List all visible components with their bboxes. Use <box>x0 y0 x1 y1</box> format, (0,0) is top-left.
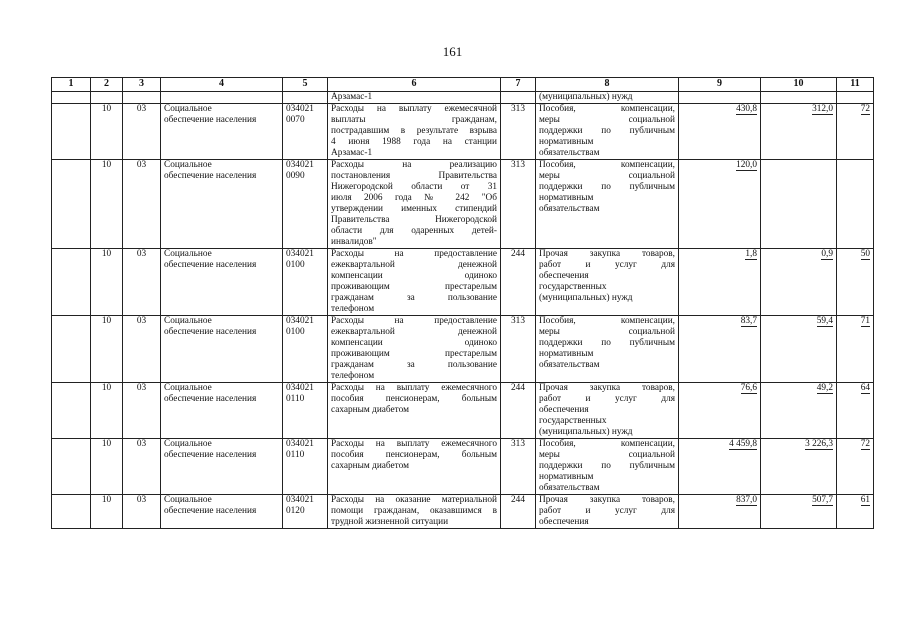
text-line: сахарным диабетом <box>331 405 409 415</box>
col-header-10: 10 <box>761 78 837 92</box>
text-line: обеспечение населения <box>164 394 257 404</box>
cell-section: 10 <box>91 104 123 160</box>
continuation-expense-type: (муниципальных) нужд <box>536 92 679 104</box>
text-line: компенсации одиноко <box>331 338 497 348</box>
cell-subsection: 03 <box>123 383 161 439</box>
text-line: обеспечение населения <box>164 506 257 516</box>
cell-blank <box>52 104 91 160</box>
cell-plan <box>679 104 761 160</box>
text-line: поддержки по публичным <box>539 126 675 136</box>
cell-blank <box>52 316 91 383</box>
cell-expense-type <box>536 249 679 316</box>
text-line: Расходы на выплату ежемесячного <box>331 439 497 449</box>
col-header-9: 9 <box>679 78 761 92</box>
header-row <box>52 78 874 92</box>
text-line: Социальное <box>164 495 212 505</box>
text-line: ежеквартальной денежной <box>331 260 497 270</box>
value-text: 837,0 <box>736 495 757 505</box>
cell-percent <box>837 104 874 160</box>
text-line: обеспечения <box>539 271 589 281</box>
continuation-row <box>52 92 874 104</box>
table-row <box>52 495 874 529</box>
col-header-4: 4 <box>161 78 283 92</box>
cell-target-code <box>283 495 328 529</box>
cell-percent <box>837 160 874 249</box>
text-line: нормативным <box>539 193 594 203</box>
text-line: телефоном <box>331 304 375 314</box>
value-text: 72 <box>860 104 870 114</box>
cell-percent <box>837 495 874 529</box>
cell-expense-code: 313 <box>501 160 536 249</box>
cell-target-code <box>283 316 328 383</box>
cell-expense-type <box>536 383 679 439</box>
text-line: Расходы на выплату ежемесячной <box>331 104 497 114</box>
text-line: Прочая закупка товаров, <box>539 383 675 393</box>
cell-percent <box>837 249 874 316</box>
cell-subsection: 03 <box>123 439 161 495</box>
value-text: 430,8 <box>736 104 757 114</box>
cell-blank <box>52 249 91 316</box>
cell-blank <box>52 439 91 495</box>
text-line: 034021 <box>286 316 314 326</box>
text-line: Социальное <box>164 316 212 326</box>
text-line: государственных <box>539 282 607 292</box>
text-line: поддержки по публичным <box>539 338 675 348</box>
text-line: Социальное <box>164 439 212 449</box>
col-header-8: 8 <box>536 78 679 92</box>
cell-target-code <box>283 104 328 160</box>
cell-section: 10 <box>91 439 123 495</box>
text-line: Пособия, компенсации, <box>539 104 675 114</box>
cell-description <box>328 104 501 160</box>
text-line: обеспечение населения <box>164 450 257 460</box>
text-line: меры социальной <box>539 115 675 125</box>
text-line: меры социальной <box>539 327 675 337</box>
text-line: области для одаренных детей- <box>331 226 497 236</box>
text-line: Расходы на предоставление <box>331 316 497 326</box>
cell-plan <box>679 160 761 249</box>
text-line: Прочая закупка товаров, <box>539 495 675 505</box>
cell-description <box>328 249 501 316</box>
text-line: 0120 <box>286 506 305 516</box>
budget-table <box>51 77 874 529</box>
text-line: 0110 <box>286 394 305 404</box>
text-line: телефоном <box>331 371 375 381</box>
text-line: Социальное <box>164 160 212 170</box>
text-line: 034021 <box>286 383 314 393</box>
col-header-2: 2 <box>91 78 123 92</box>
cell-description <box>328 383 501 439</box>
text-line: нормативным <box>539 137 594 147</box>
text-line: пособия пенсионерам, больным <box>331 394 497 404</box>
text-line: Расходы на оказание материальной <box>331 495 497 505</box>
col-header-11: 11 <box>837 78 874 92</box>
text-line: поддержки по публичным <box>539 182 675 192</box>
text-line: трудной жизненной ситуации <box>331 517 449 527</box>
text-line: поддержки по публичным <box>539 461 675 471</box>
cell-subsection: 03 <box>123 160 161 249</box>
table-row <box>52 104 874 160</box>
cell-subsection: 03 <box>123 495 161 529</box>
text-line: 0070 <box>286 115 305 125</box>
value-text: 50 <box>860 249 870 259</box>
value-text: 3 226,3 <box>805 439 833 449</box>
col-header-7: 7 <box>501 78 536 92</box>
text-line: обеспечение населения <box>164 171 257 181</box>
value-text: 76,6 <box>740 383 757 393</box>
text-line: утверждении именных стипендий <box>331 204 497 214</box>
text-line: Социальное <box>164 383 212 393</box>
table-row <box>52 439 874 495</box>
text-line: нормативным <box>539 349 594 359</box>
table-row <box>52 383 874 439</box>
text-line: Арзамас-1 <box>331 148 373 158</box>
text-line: 034021 <box>286 495 314 505</box>
value-text: 312,0 <box>812 104 833 114</box>
cell-plan <box>679 439 761 495</box>
text-line: 034021 <box>286 104 314 114</box>
cell-expense-type <box>536 439 679 495</box>
text-line: 0110 <box>286 450 305 460</box>
text-line: Пособия, компенсации, <box>539 439 675 449</box>
cell-target-code <box>283 160 328 249</box>
text-line: меры социальной <box>539 450 675 460</box>
cell-actual <box>761 495 837 529</box>
cell-plan <box>679 495 761 529</box>
cell-description <box>328 316 501 383</box>
value-text: 4 459,8 <box>729 439 757 449</box>
text-line: обеспечение населения <box>164 327 257 337</box>
text-line: меры социальной <box>539 171 675 181</box>
text-line: обязательствам <box>539 483 600 493</box>
text-line: сахарным диабетом <box>331 461 409 471</box>
table-row <box>52 316 874 383</box>
text-line: 0100 <box>286 260 305 270</box>
text-line: 0090 <box>286 171 305 181</box>
cell-section: 10 <box>91 495 123 529</box>
text-line: Правительства Нижегородской <box>331 215 497 225</box>
cell-description <box>328 160 501 249</box>
cell-section-name <box>161 439 283 495</box>
cell-section: 10 <box>91 160 123 249</box>
text-line: Нижегородской области от 31 <box>331 182 497 192</box>
text-line: постановления Правительства <box>331 171 497 181</box>
value-text: 71 <box>860 316 870 326</box>
cell-expense-code: 313 <box>501 104 536 160</box>
cell-actual <box>761 439 837 495</box>
cell-actual <box>761 316 837 383</box>
cell-section-name <box>161 249 283 316</box>
cell-plan <box>679 316 761 383</box>
text-line: инвалидов" <box>331 237 377 247</box>
text-line: Пособия, компенсации, <box>539 316 675 326</box>
cell-section: 10 <box>91 316 123 383</box>
col-header-1: 1 <box>52 78 91 92</box>
table-row <box>52 160 874 249</box>
cell-actual <box>761 104 837 160</box>
text-line: выплаты гражданам, <box>331 115 497 125</box>
text-line: Социальное <box>164 249 212 259</box>
cell-section: 10 <box>91 249 123 316</box>
text-line: (муниципальных) нужд <box>539 293 633 303</box>
value-text: 72 <box>860 439 870 449</box>
text-line: обеспечение населения <box>164 260 257 270</box>
text-line: обязательствам <box>539 204 600 214</box>
text-line: Прочая закупка товаров, <box>539 249 675 259</box>
text-line: работ и услуг для <box>539 506 675 516</box>
cell-percent <box>837 316 874 383</box>
table-row <box>52 249 874 316</box>
cell-section-name <box>161 316 283 383</box>
text-line: 034021 <box>286 439 314 449</box>
col-header-6: 6 <box>328 78 501 92</box>
text-line: работ и услуг для <box>539 394 675 404</box>
text-line: Расходы на реализацию <box>331 160 497 170</box>
text-line: 034021 <box>286 249 314 259</box>
cell-section-name <box>161 160 283 249</box>
value-text: 83,7 <box>740 316 757 326</box>
cell-actual <box>761 249 837 316</box>
cell-plan <box>679 249 761 316</box>
text-line: гражданам за пользование <box>331 293 497 303</box>
cell-blank <box>52 160 91 249</box>
text-line: ежеквартальной денежной <box>331 327 497 337</box>
text-line: Расходы на предоставление <box>331 249 497 259</box>
text-line: проживающим престарелым <box>331 282 497 292</box>
continuation-description: Арзамас-1 <box>328 92 501 104</box>
value-text: 0,9 <box>821 249 833 259</box>
text-line: пострадавшим в результате взрыва <box>331 126 497 136</box>
col-header-5: 5 <box>283 78 328 92</box>
text-line: обеспечение населения <box>164 115 257 125</box>
cell-section-name <box>161 104 283 160</box>
text-line: Расходы на выплату ежемесячного <box>331 383 497 393</box>
cell-section-name <box>161 495 283 529</box>
cell-expense-code: 244 <box>501 383 536 439</box>
text-line: пособия пенсионерам, больным <box>331 450 497 460</box>
cell-subsection: 03 <box>123 249 161 316</box>
cell-actual <box>761 160 837 249</box>
cell-blank <box>52 495 91 529</box>
value-text: 59,4 <box>816 316 833 326</box>
value-text: 120,0 <box>736 160 757 170</box>
cell-expense-code: 244 <box>501 495 536 529</box>
col-header-3: 3 <box>123 78 161 92</box>
text-line: 4 июня 1988 года на станции <box>331 137 497 147</box>
text-line: работ и услуг для <box>539 260 675 270</box>
text-line: (муниципальных) нужд <box>539 427 633 437</box>
text-line: июля 2006 года № 242 "Об <box>331 193 497 203</box>
cell-target-code <box>283 439 328 495</box>
text-line: Пособия, компенсации, <box>539 160 675 170</box>
value-text: 1,8 <box>745 249 757 259</box>
text-line: 034021 <box>286 160 314 170</box>
value-text: 64 <box>860 383 870 393</box>
cell-description <box>328 495 501 529</box>
cell-expense-type <box>536 316 679 383</box>
cell-expense-type <box>536 160 679 249</box>
cell-expense-code: 313 <box>501 439 536 495</box>
cell-subsection: 03 <box>123 316 161 383</box>
cell-actual <box>761 383 837 439</box>
text-line: компенсации одиноко <box>331 271 497 281</box>
cell-percent <box>837 439 874 495</box>
text-line: обеспечения <box>539 517 589 527</box>
value-text: 49,2 <box>816 383 833 393</box>
text-line: обязательствам <box>539 360 600 370</box>
text-line: 0100 <box>286 327 305 337</box>
text-line: проживающим престарелым <box>331 349 497 359</box>
cell-plan <box>679 383 761 439</box>
page-number: 161 <box>442 44 463 59</box>
text-line: помощи гражданам, оказавшимся в <box>331 506 497 516</box>
cell-expense-code: 313 <box>501 316 536 383</box>
value-text: 507,7 <box>812 495 833 505</box>
cell-subsection: 03 <box>123 104 161 160</box>
cell-target-code <box>283 383 328 439</box>
cell-description <box>328 439 501 495</box>
cell-expense-type <box>536 495 679 529</box>
text-line: обеспечения <box>539 405 589 415</box>
text-line: нормативным <box>539 472 594 482</box>
text-line: гражданам за пользование <box>331 360 497 370</box>
value-text: 61 <box>860 495 870 505</box>
cell-blank <box>52 383 91 439</box>
cell-expense-code: 244 <box>501 249 536 316</box>
cell-expense-type <box>536 104 679 160</box>
text-line: Социальное <box>164 104 212 114</box>
text-line: государственных <box>539 416 607 426</box>
cell-target-code <box>283 249 328 316</box>
cell-section: 10 <box>91 383 123 439</box>
cell-section-name <box>161 383 283 439</box>
text-line: обязательствам <box>539 148 600 158</box>
cell-percent <box>837 383 874 439</box>
